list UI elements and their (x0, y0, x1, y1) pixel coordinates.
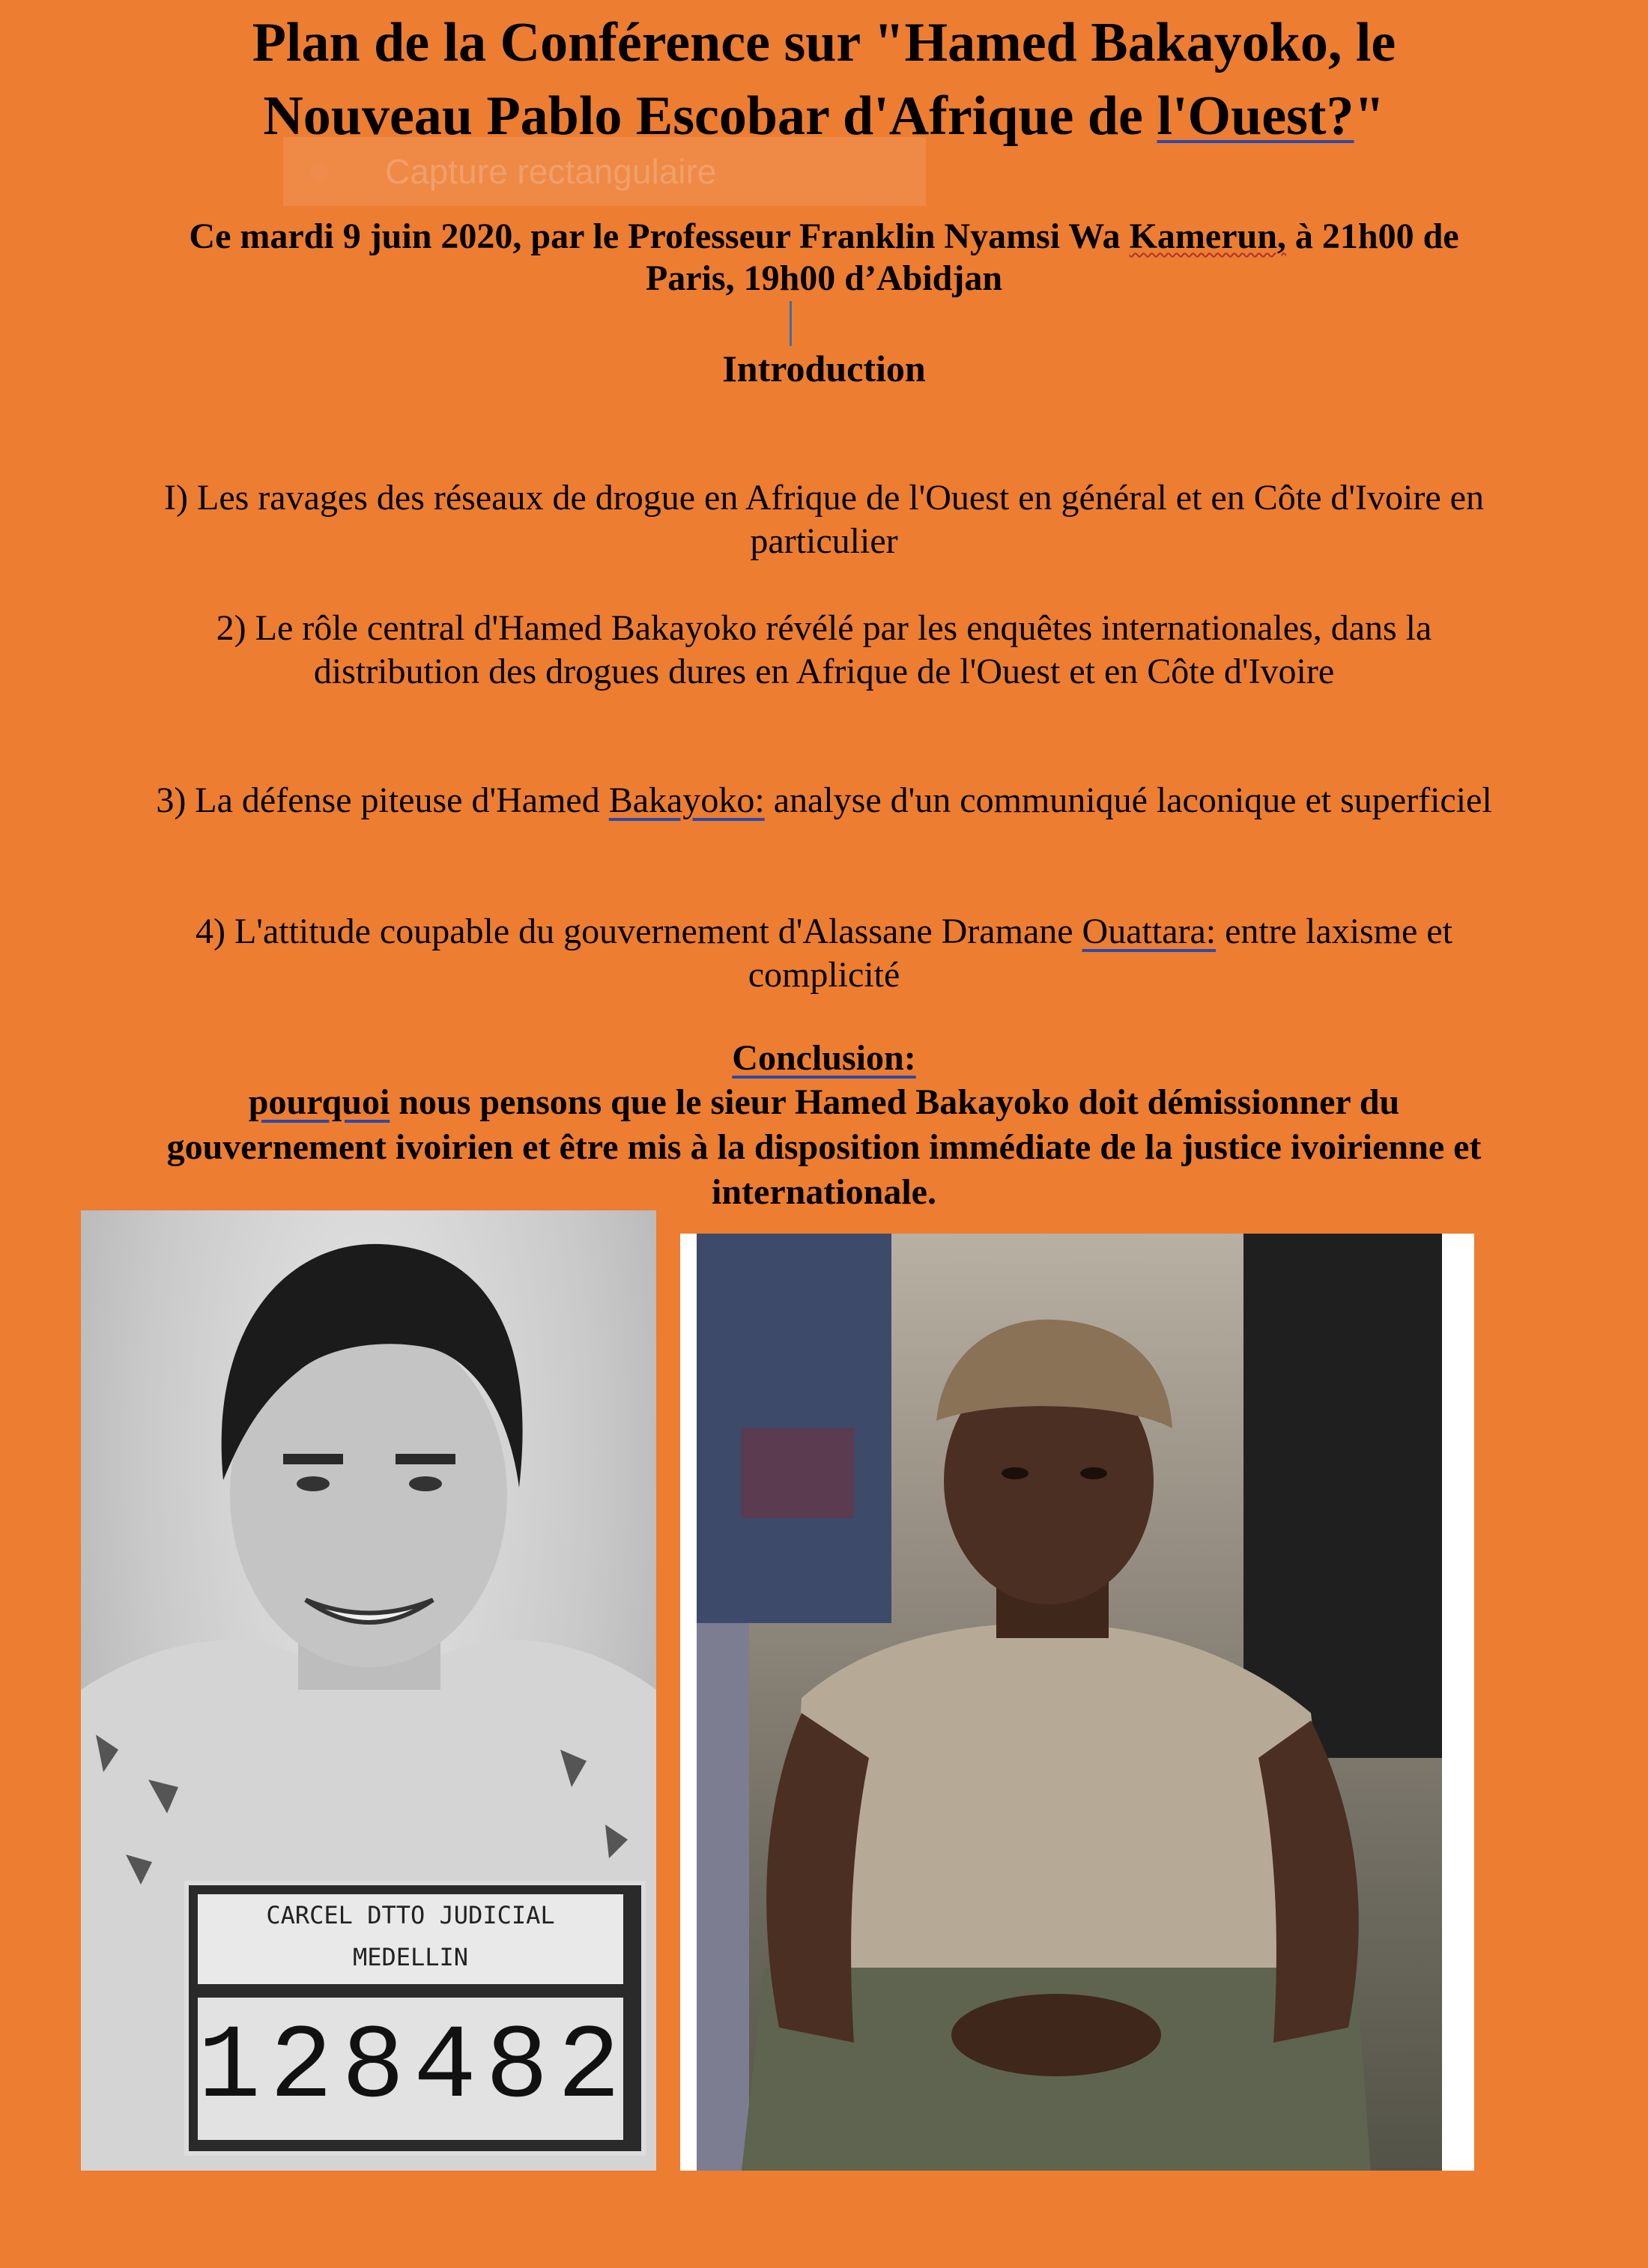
title-line-2-underlined: l'Ouest? (1157, 85, 1354, 147)
plan-item-1-line-2: particulier (750, 521, 898, 561)
prisoner-sign-line-2: MEDELLIN (352, 1943, 469, 1971)
capture-dot-icon (310, 163, 328, 181)
right-photo-scene (697, 1234, 1442, 2171)
plan-item-2 (75, 607, 1573, 694)
title-line-1: Plan de la Conférence sur "Hamed Bakayoko, le (252, 12, 1396, 73)
plan-item-3-line-1 (75, 779, 1573, 822)
capture-label: Capture rectangulaire (385, 152, 717, 191)
plan-item-1-line-1: I) Les ravages des réseaux de drogue en Afrique de l'Ouest en général et en Côte d'Ivoire en (164, 478, 1484, 518)
plan-item-4-underlined: Ouattara: (1082, 912, 1217, 951)
conclusion-heading-text: Conclusion: (732, 1038, 916, 1078)
right-photo (697, 1234, 1442, 2171)
plan-item-4-line-1 (75, 910, 1573, 953)
prisoner-sign-line-1: CARCEL DTTO JUDICIAL (266, 1901, 555, 1929)
plan-item-3 (75, 779, 1573, 822)
event-details-part-a: Ce mardi 9 juin 2020, par le Professeur Franklin Nyamsi Wa (189, 216, 1130, 256)
plan-item-4 (75, 910, 1573, 997)
rectangular-capture-overlay[interactable] (283, 137, 926, 206)
event-details-part-c: à 21h00 de (1285, 216, 1459, 256)
introduction-heading: Introduction (722, 348, 926, 389)
plan-item-2-line-2: distribution des drogues dures en Afrique de l'Ouest et en Côte d'Ivoire (313, 652, 1335, 691)
event-details-line-1 (75, 216, 1573, 258)
plan-item-3-underlined: Bakayoko: (608, 780, 765, 820)
plan-item-3-part-a: 3) La défense piteuse d'Hamed (156, 780, 609, 820)
left-photo (81, 1210, 656, 2171)
title-line-2-part-a: Nouveau Pablo Escobar d'Afrique de (263, 85, 1157, 147)
plan-item-4-part-a: 4) L'attitude coupable du gouvernement d'Alassane Dramane (196, 912, 1082, 951)
conclusion-line-3: internationale. (712, 1172, 936, 1212)
prisoner-number: 128482 (198, 1998, 623, 2140)
conclusion-text (75, 1080, 1573, 1215)
plan-item-3-part-c: analyse d'un communiqué laconique et superficiel (764, 780, 1492, 820)
event-details (75, 216, 1573, 300)
conclusion-line-1 (75, 1080, 1573, 1125)
conclusion-heading (75, 1037, 1573, 1080)
event-details-line-2: Paris, 19h00 d’Abidjan (645, 258, 1003, 298)
document-title (75, 6, 1573, 153)
conclusion-underlined-word: pourquoi (248, 1082, 390, 1122)
plan-item-4-line-2: complicité (748, 955, 900, 995)
plan-item-1 (75, 476, 1573, 563)
event-details-misspelled: Kamerun, (1129, 216, 1286, 256)
title-line-2-quote: " (1354, 85, 1385, 147)
conclusion-line-2: gouvernement ivoirien et être mis à la disposition immédiate de la justice ivoirienne et (166, 1127, 1482, 1167)
prisoner-sign (184, 1881, 646, 2156)
conclusion-line-1-rest: nous pensons que le sieur Hamed Bakayoko doit démissionner du (390, 1082, 1400, 1122)
text-cursor (790, 301, 792, 346)
plan-item-2-line-1: 2) Le rôle central d'Hamed Bakayoko révélé par les enquêtes internationales, dans la (216, 608, 1432, 648)
plan-item-4-part-c: entre laxisme et (1216, 912, 1452, 951)
prisoner-sign-header (198, 1894, 623, 1984)
